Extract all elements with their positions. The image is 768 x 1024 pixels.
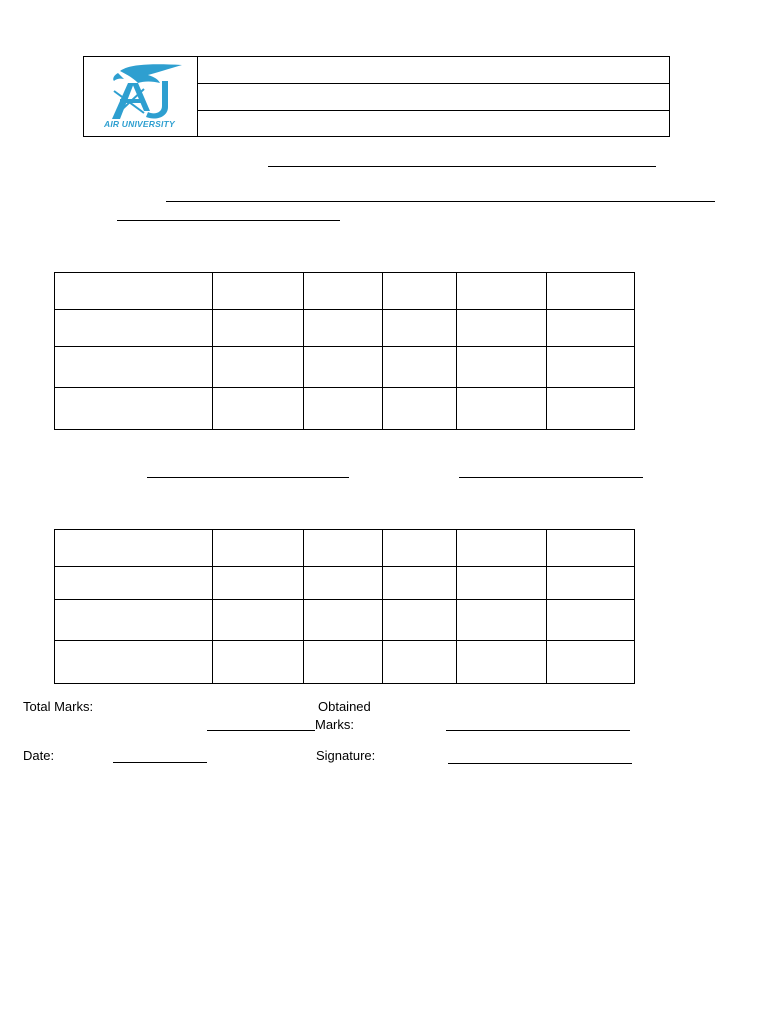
header-row-3 (198, 110, 669, 136)
table-row (55, 347, 635, 388)
table-cell[interactable] (304, 600, 383, 641)
table-cell[interactable] (55, 600, 213, 641)
table-cell[interactable] (55, 567, 213, 600)
table-cell[interactable] (213, 567, 304, 600)
table-row (55, 530, 635, 567)
table-cell[interactable] (457, 273, 547, 310)
air-university-logo-icon (98, 61, 184, 121)
table-row (55, 567, 635, 600)
table-cell[interactable] (547, 388, 635, 430)
table-cell[interactable] (55, 641, 213, 684)
table-cell[interactable] (547, 273, 635, 310)
blank-line-2[interactable] (166, 201, 715, 202)
table-cell[interactable] (213, 310, 304, 347)
table-cell[interactable] (547, 641, 635, 684)
table-cell[interactable] (457, 641, 547, 684)
table-cell[interactable] (304, 347, 383, 388)
table-row (55, 641, 635, 684)
blank-line-4[interactable] (147, 477, 349, 478)
table-cell[interactable] (547, 567, 635, 600)
table-cell[interactable] (213, 530, 304, 567)
table-cell[interactable] (457, 310, 547, 347)
table-cell[interactable] (457, 530, 547, 567)
table-cell[interactable] (55, 347, 213, 388)
table-row (55, 388, 635, 430)
obtained-marks-line[interactable] (446, 730, 630, 731)
table-row (55, 310, 635, 347)
signature-line[interactable] (448, 763, 632, 764)
table-cell[interactable] (547, 530, 635, 567)
date-line[interactable] (113, 762, 207, 763)
table-cell[interactable] (55, 310, 213, 347)
table-cell[interactable] (55, 388, 213, 430)
header-table (83, 56, 670, 137)
table-cell[interactable] (547, 600, 635, 641)
total-marks-label: Total Marks: (23, 699, 94, 714)
total-marks-line[interactable] (207, 730, 315, 731)
blank-line-1[interactable] (268, 166, 656, 167)
table-cell[interactable] (383, 310, 457, 347)
table-cell[interactable] (547, 310, 635, 347)
logo-cell (84, 57, 198, 136)
blank-line-5[interactable] (459, 477, 643, 478)
table-cell[interactable] (304, 310, 383, 347)
table-row (55, 273, 635, 310)
obtained-label: Obtained (318, 699, 371, 714)
table-cell[interactable] (383, 347, 457, 388)
table-cell[interactable] (304, 567, 383, 600)
table-cell[interactable] (383, 273, 457, 310)
table-cell[interactable] (304, 530, 383, 567)
header-row-2 (198, 83, 669, 111)
table-cell[interactable] (457, 600, 547, 641)
grid-table-1 (54, 272, 635, 430)
table-cell[interactable] (383, 600, 457, 641)
table-cell[interactable] (383, 641, 457, 684)
table-row (55, 600, 635, 641)
table-cell[interactable] (457, 388, 547, 430)
table-cell[interactable] (304, 641, 383, 684)
table-cell[interactable] (213, 641, 304, 684)
grid-table-2 (54, 529, 635, 684)
table-cell[interactable] (457, 567, 547, 600)
header-row-1 (198, 57, 669, 84)
table-cell[interactable] (383, 530, 457, 567)
obtained-marks-label: Marks: (315, 717, 354, 732)
table-cell[interactable] (55, 273, 213, 310)
table-cell[interactable] (383, 567, 457, 600)
table-cell[interactable] (55, 530, 213, 567)
table-cell[interactable] (547, 347, 635, 388)
signature-label: Signature: (316, 748, 376, 763)
blank-line-3[interactable] (117, 220, 340, 221)
table-cell[interactable] (213, 600, 304, 641)
table-cell[interactable] (213, 388, 304, 430)
table-cell[interactable] (304, 388, 383, 430)
table-cell[interactable] (304, 273, 383, 310)
table-cell[interactable] (213, 273, 304, 310)
date-label: Date: (23, 748, 55, 763)
table-cell[interactable] (213, 347, 304, 388)
table-cell[interactable] (457, 347, 547, 388)
logo-text: AIR UNIVERSITY (104, 119, 175, 129)
table-cell[interactable] (383, 388, 457, 430)
